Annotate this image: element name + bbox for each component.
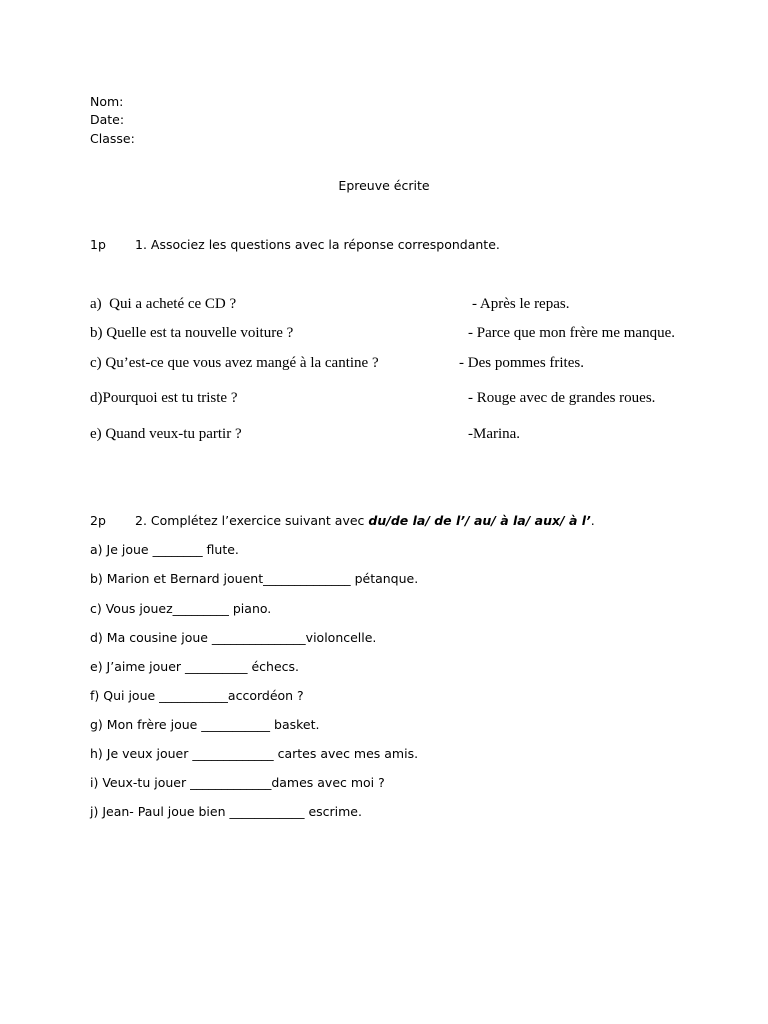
document-title: Epreuve écrite	[338, 178, 430, 193]
question-d: d)Pourquoi est tu triste ?	[90, 390, 238, 406]
answer-2: - Parce que mon frère me manque.	[468, 325, 675, 341]
instruction-prefix: 2. Complétez l’exercice suivant avec	[135, 513, 369, 528]
fill-item-b: b) Marion et Bernard jouent______________ pétanque.	[90, 571, 419, 586]
answer-5: -Marina.	[468, 426, 521, 442]
exercise1-points: 1p	[90, 237, 106, 252]
exercise2-instruction	[135, 515, 595, 528]
fill-item-a: a) Je joue ________ flute.	[90, 542, 239, 557]
question-b: b) Quelle est ta nouvelle voiture ?	[90, 325, 294, 341]
fill-item-i: i) Veux-tu jouer _____________dames avec moi ?	[90, 775, 385, 790]
exercise1-instruction: 1. Associez les questions avec la réponse correspondante.	[135, 237, 500, 252]
fill-item-g: g) Mon frère joue ___________ basket.	[90, 717, 320, 732]
instruction-emphasis: du/de la/ de l’/ au/ à la/ aux/ à l’	[368, 513, 591, 528]
instruction-suffix: .	[590, 513, 595, 528]
date-label: Date:	[90, 112, 125, 127]
question-e: e) Quand veux-tu partir ?	[90, 426, 242, 442]
exercise2-points: 2p	[90, 513, 106, 528]
fill-item-j: j) Jean- Paul joue bien ____________ escrime.	[90, 804, 362, 819]
class-label: Classe:	[90, 131, 135, 146]
fill-item-c: c) Vous jouez_________ piano.	[90, 601, 272, 616]
fill-item-f: f) Qui joue ___________accordéon ?	[90, 688, 304, 703]
fill-item-d: d) Ma cousine joue _______________violoncelle.	[90, 630, 377, 645]
fill-item-h: h) Je veux jouer _____________ cartes avec mes amis.	[90, 746, 419, 761]
name-label: Nom:	[90, 94, 124, 109]
question-a: a) Qui a acheté ce CD ?	[90, 296, 237, 312]
fill-item-e: e) J’aime jouer __________ échecs.	[90, 659, 300, 674]
answer-3: - Des pommes frites.	[459, 355, 584, 371]
question-c: c) Qu’est-ce que vous avez mangé à la cantine ?	[90, 355, 379, 371]
answer-1: - Après le repas.	[472, 296, 570, 312]
answer-4: - Rouge avec de grandes roues.	[468, 390, 656, 406]
